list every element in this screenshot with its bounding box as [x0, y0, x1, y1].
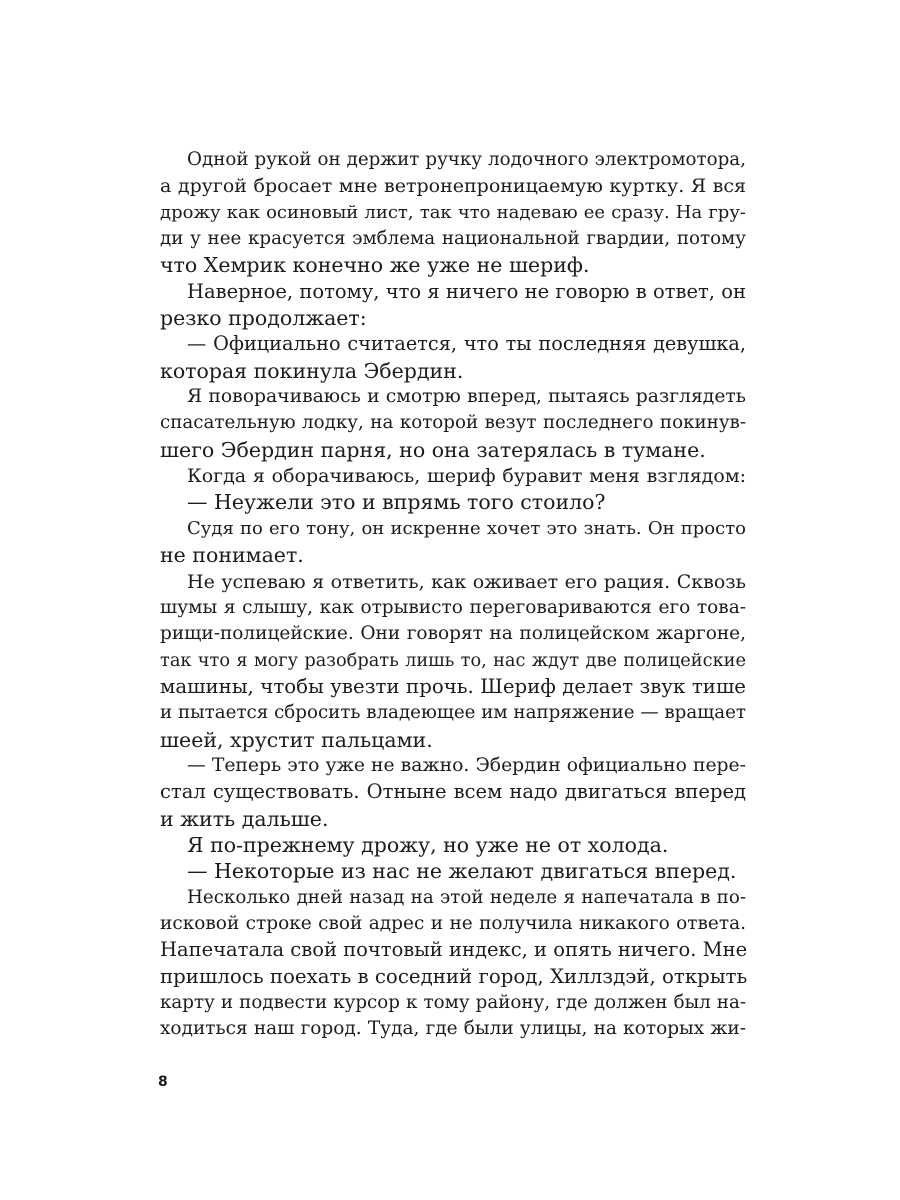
text-line: спасательную лодку, на которой везут последнего покинув- [160, 412, 746, 434]
text-line: ходиться наш город. Туда, где были улицы, на которых жи- [160, 1018, 746, 1040]
text-line: ди у нее красуется эмблема национальной гвардии, потому [160, 228, 746, 250]
text-line: не понимает. [160, 543, 304, 568]
text-line: Несколько дней назад на этой неделе я напечатала в по- [187, 886, 746, 908]
text-line: Когда я оборачиваюсь, шериф буравит меня взглядом: [187, 465, 746, 488]
text-line: стал существовать. Отныне всем надо двигаться вперед [160, 780, 746, 804]
text-line: карту и подвести курсор к тому району, где должен был на- [160, 992, 746, 1013]
text-line: и жить дальше. [160, 806, 329, 831]
body-text [160, 147, 746, 1043]
text-line: шумы я слышу, как отрывисто переговариваются его това- [160, 596, 746, 618]
text-line: Наверное, потому, что я ничего не говорю в ответ, он [187, 279, 746, 303]
text-line: которая покинула Эбердин. [160, 358, 464, 383]
text-line: Я поворачиваюсь и смотрю вперед, пытаясь разглядеть [187, 386, 746, 408]
text-line: дрожу как осиновый лист, так что надеваю ее сразу. На гру- [160, 201, 746, 223]
text-line: Судя по его тону, он искренне хочет это знать. Он просто [187, 517, 746, 539]
page-number: 8 [158, 1074, 168, 1090]
text-line: Я по-прежнему дрожу, но уже не от холода. [187, 832, 669, 857]
text-line: Не успеваю я ответить, как оживает его рация. Сквозь [187, 570, 746, 593]
text-line: Одной рукой он держит ручку лодочного электромотора, [187, 149, 746, 170]
text-line: и пытается сбросить владеющее им напряжение — вращает [160, 702, 746, 724]
text-line: исковой строке свой адрес и не получила никакого ответа. [160, 912, 746, 934]
text-line: так что я могу разобрать лишь то, нас ждут две полицейские [160, 650, 746, 671]
text-line: что Хемрик конечно же уже не шериф. [160, 253, 590, 278]
text-line: — Теперь это уже не важно. Эбердин официально пере- [187, 754, 746, 776]
text-line: рищи-полицейские. Они говорят на полицейском жаргоне, [160, 623, 746, 645]
text-line: машины, чтобы увезти прочь. Шериф делает звук тише [160, 674, 746, 698]
text-line: шего Эбердин парня, но она затерялась в тумане. [160, 437, 706, 462]
text-line: а другой бросает мне ветронепроницаемую куртку. Я вся [160, 175, 746, 198]
text-line: шеей, хрустит пальцами. [160, 727, 433, 752]
text-line: резко продолжает: [160, 306, 367, 331]
text-line: Напечатала свой почтовый индекс, и опять ничего. Мне [160, 938, 748, 962]
text-line: пришлось поехать в соседний город, Хиллздэй, открыть [160, 964, 748, 988]
text-line: — Неужели это и впрямь того стоило? [187, 490, 606, 515]
text-line: — Официально считается, что ты последняя девушка, [187, 332, 746, 356]
text-line: — Некоторые из нас не желают двигаться вперед. [187, 859, 737, 884]
